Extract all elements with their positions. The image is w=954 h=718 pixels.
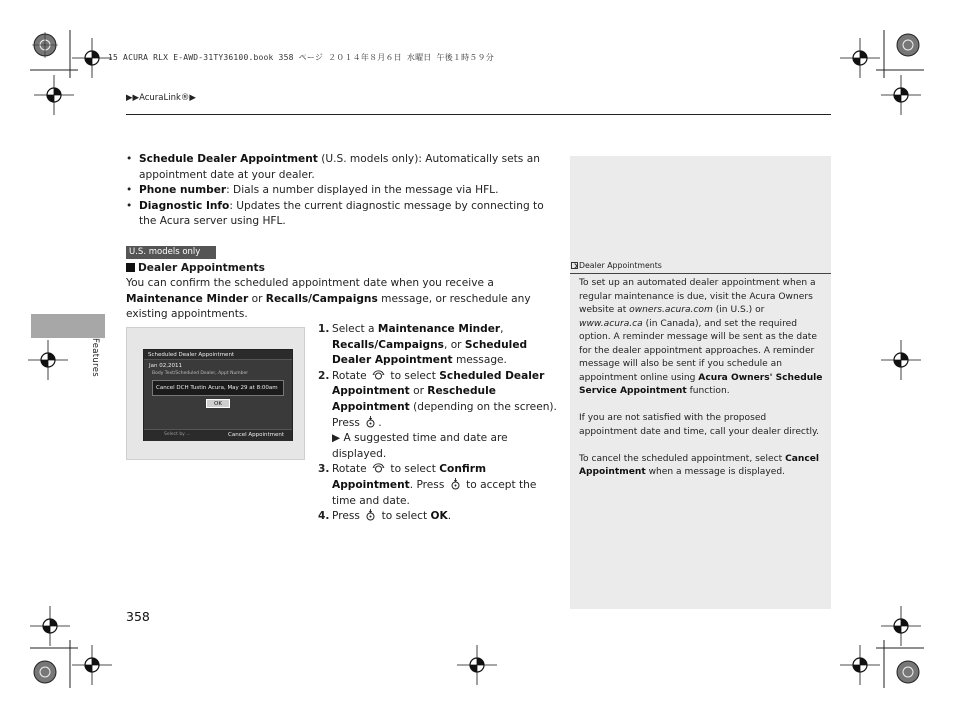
registration-mark-bottom-left xyxy=(30,640,78,688)
step-number: 4. xyxy=(318,510,330,523)
step-number: 2. xyxy=(318,369,330,382)
screen-title: Scheduled Dealer Appointment xyxy=(148,352,235,358)
crosshair-icon xyxy=(840,645,880,685)
crosshair-icon xyxy=(881,340,921,380)
section-tab-label: Features xyxy=(90,338,100,377)
step-item: 4. Press to select OK. xyxy=(318,509,558,525)
breadcrumb xyxy=(126,93,196,103)
step-item: 2. Rotate to select Scheduled Dealer Appointment or Reschedule Appointment (depending on the screen). Press . xyxy=(318,369,557,429)
screen-cancel-appointment[interactable]: Cancel Appointment xyxy=(228,432,285,438)
header-rule xyxy=(126,114,831,115)
page-number: 358 xyxy=(126,609,150,624)
models-badge: U.S. models only xyxy=(126,246,216,259)
note-heading: Dealer Appointments xyxy=(570,259,831,274)
step-result: ▶ A suggested time and date are displayed. xyxy=(332,432,508,460)
section-tab[interactable] xyxy=(31,314,105,338)
press-knob-icon xyxy=(365,509,376,521)
rotate-knob-icon xyxy=(372,370,385,381)
press-knob-icon xyxy=(365,416,376,428)
screen-ok-button[interactable]: OK xyxy=(206,399,230,408)
square-bullet-icon xyxy=(126,263,135,272)
screen-subtitle: Body Text/Scheduled Dealer, Appt Number xyxy=(152,371,249,376)
screen-message: Cancel DCH Tustin Acura, May 29 at 8:00am xyxy=(156,385,278,391)
reference-icon xyxy=(571,262,578,269)
step-item: 1. Select a Maintenance Minder, Recalls/Campaigns, or Scheduled Dealer Appointment message. xyxy=(318,323,528,367)
crosshair-icon xyxy=(34,75,74,115)
note-body xyxy=(579,277,825,493)
breadcrumb-arrows: ▶▶ xyxy=(126,93,140,103)
display-screen xyxy=(143,349,293,441)
note-paragraph: To cancel the scheduled appointment, select Cancel Appointment when a message is displayed. xyxy=(579,453,820,477)
note-paragraph: If you are not satisfied with the proposed appointment date and time, call your dealer directly. xyxy=(579,413,819,437)
step-number: 3. xyxy=(318,463,330,476)
step-number: 1. xyxy=(318,323,330,335)
steps-list xyxy=(318,322,558,525)
acura-ca-url[interactable]: www.acura.ca xyxy=(579,318,643,329)
list-item: • Schedule Dealer Appointment (U.S. models only): Automatically sets an appointment date at your dealer. xyxy=(126,152,556,183)
registration-mark-bottom-right xyxy=(876,640,924,688)
section-title: Dealer Appointments xyxy=(126,261,265,275)
crosshair-icon xyxy=(840,38,880,78)
print-header: 15 ACURA RLX E-AWD-31TY36100.book 358 ページ ２０１４年８月６日 水曜日 午後１時５９分 xyxy=(108,53,494,62)
list-item: • Diagnostic Info: Updates the current diagnostic message by connecting to the Acura server using HFL. xyxy=(126,199,556,230)
crosshair-icon xyxy=(72,38,112,78)
press-knob-icon xyxy=(450,478,461,490)
screen-illustration xyxy=(126,327,305,460)
note-paragraph: To set up an automated dealer appointment when a regular maintenance is due, visit the Acura Owners website at owners.acura.com (in U.S.) or www.acura.ca (in Canada), and set the required option. A reminder message will be sent as the date for the dealer appointment approaches. A reminder message will also be sent if you schedule an appointment online using Acura Owners' Schedule Service Appointment function. xyxy=(579,278,823,396)
rotate-knob-icon xyxy=(372,463,385,474)
breadcrumb-label[interactable]: AcuraLink® xyxy=(139,93,190,103)
crosshair-icon xyxy=(28,340,68,380)
screen-date: Jan 02,2011 xyxy=(149,363,182,369)
crosshair-icon xyxy=(881,75,921,115)
crosshair-icon xyxy=(72,645,112,685)
breadcrumb-tail: ▶ xyxy=(189,93,196,103)
section-intro: You can confirm the scheduled appointment date when you receive a Maintenance Minder or Recalls/Campaigns message, or reschedule any existing appointments. xyxy=(126,277,531,321)
feature-bullet-list xyxy=(126,152,556,230)
screen-bottom-left: Select by ... xyxy=(164,432,191,437)
crosshair-icon xyxy=(457,645,497,685)
owners-url[interactable]: owners.acura.com xyxy=(629,305,713,315)
list-item: • Phone number: Dials a number displayed in the message via HFL. xyxy=(126,183,556,199)
registration-mark-top-right xyxy=(876,30,924,78)
step-item: 3. Rotate to select Confirm Appointment. Press to accept the time and date. xyxy=(318,463,537,507)
registration-mark-top-left xyxy=(30,30,78,78)
